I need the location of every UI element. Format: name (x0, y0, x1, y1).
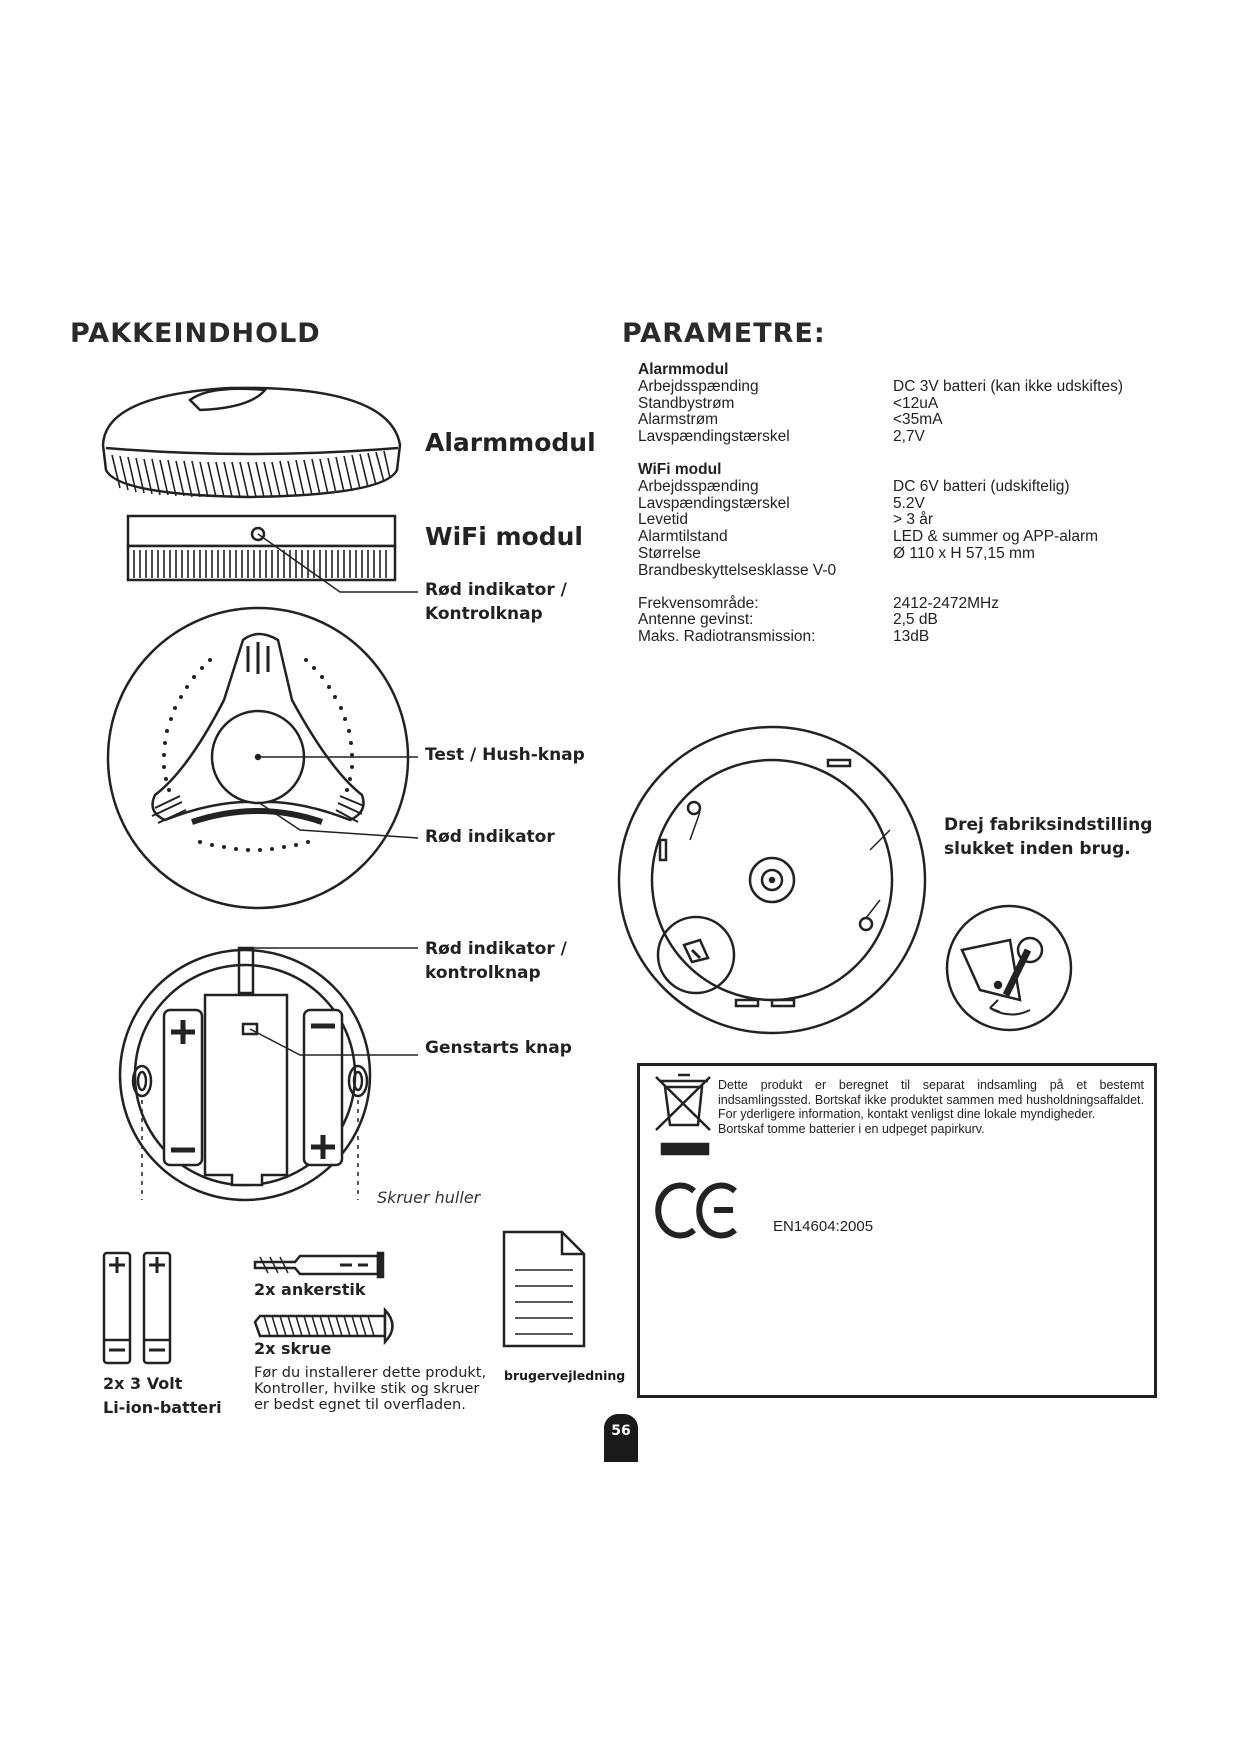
ce-mark-text (640, 1066, 641, 1067)
label-red-indicator-control-back: Rød indikator / kontrolknap (425, 939, 567, 983)
label-restart-button: Genstarts knap (425, 1038, 572, 1058)
params-radio: Frekvensområde: 2412-2472MHz Antenne gevinst: 2,5 dB Maks. Radiotransmission: 13dB (638, 594, 999, 646)
anchor-illustration (255, 1253, 383, 1277)
params-wifi-module: WiFi modul Arbejdsspænding DC 6V batteri (udskiftelig) Lavspændingstærskel 5.2V Levetid > 3 år Alarmtilstand LED & summer og APP-alarm Størrelse Ø 110 x H 57,15 mm Brandbeskyttelsesklasse V-0 (638, 460, 1099, 579)
batteries-illustration (104, 1253, 170, 1363)
label-wifi-module: WiFi modul (425, 522, 583, 551)
label-red-indicator: Rød indikator (425, 827, 555, 847)
label-batteries: 2x 3 Volt Li-ion-batteri (103, 1374, 222, 1417)
parameters-table (638, 362, 1158, 662)
label-red-indicator-control: Rød indikator / Kontrolknap (425, 580, 567, 624)
alarm-front-illustration (108, 608, 418, 908)
section-heading-parameters: PARAMETRE: (622, 318, 826, 349)
alarm-back-illustration (120, 948, 418, 1200)
switch-detail-illustration (947, 906, 1071, 1030)
page-number: 56 (604, 1414, 638, 1462)
label-alarm-module: Alarmmodul (425, 428, 596, 457)
alarm-module-illustration (103, 388, 400, 497)
disposal-notice-text: Dette produkt er beregnet til separat indsamling på et bestemt indsamlingssted. Bortskaf ikke produktet sammen med husholdningsaffaldet. For yderligere information, kontakt venligst dine lokale myndigheder. Bortskaf tomme batterier i en udpeget papirkurv. (718, 1078, 1144, 1136)
base-plate-illustration (619, 727, 925, 1033)
params-alarm-module: Alarmmodul Arbejdsspænding DC 3V batteri (kan ikke udskiftes) Standbystrøm <12uA Alarmstrøm <35mA Lavspændingstærskel 2,7V (638, 361, 1124, 446)
label-screw-holes: Skruer huller (377, 1188, 481, 1207)
wifi-module-illustration (128, 516, 418, 592)
label-screws: 2x skrue (254, 1339, 332, 1358)
manual-document-illustration (504, 1232, 584, 1346)
section-heading-package-contents: PAKKEINDHOLD (70, 318, 321, 349)
install-note: Før du installerer dette produkt, Kontroller, hvilke stik og skruer er bedst egnet til overfladen. (254, 1365, 487, 1413)
disposal-notice-box (637, 1063, 1157, 1398)
label-anchors: 2x ankerstik (254, 1280, 366, 1299)
standard-reference: EN14604:2005 (773, 1218, 874, 1235)
label-turn-factory-setting: Drej fabriksindstilling slukket inden brug. (944, 815, 1153, 859)
label-manual: brugervejledning (504, 1368, 626, 1383)
label-test-hush: Test / Hush-knap (425, 745, 585, 765)
